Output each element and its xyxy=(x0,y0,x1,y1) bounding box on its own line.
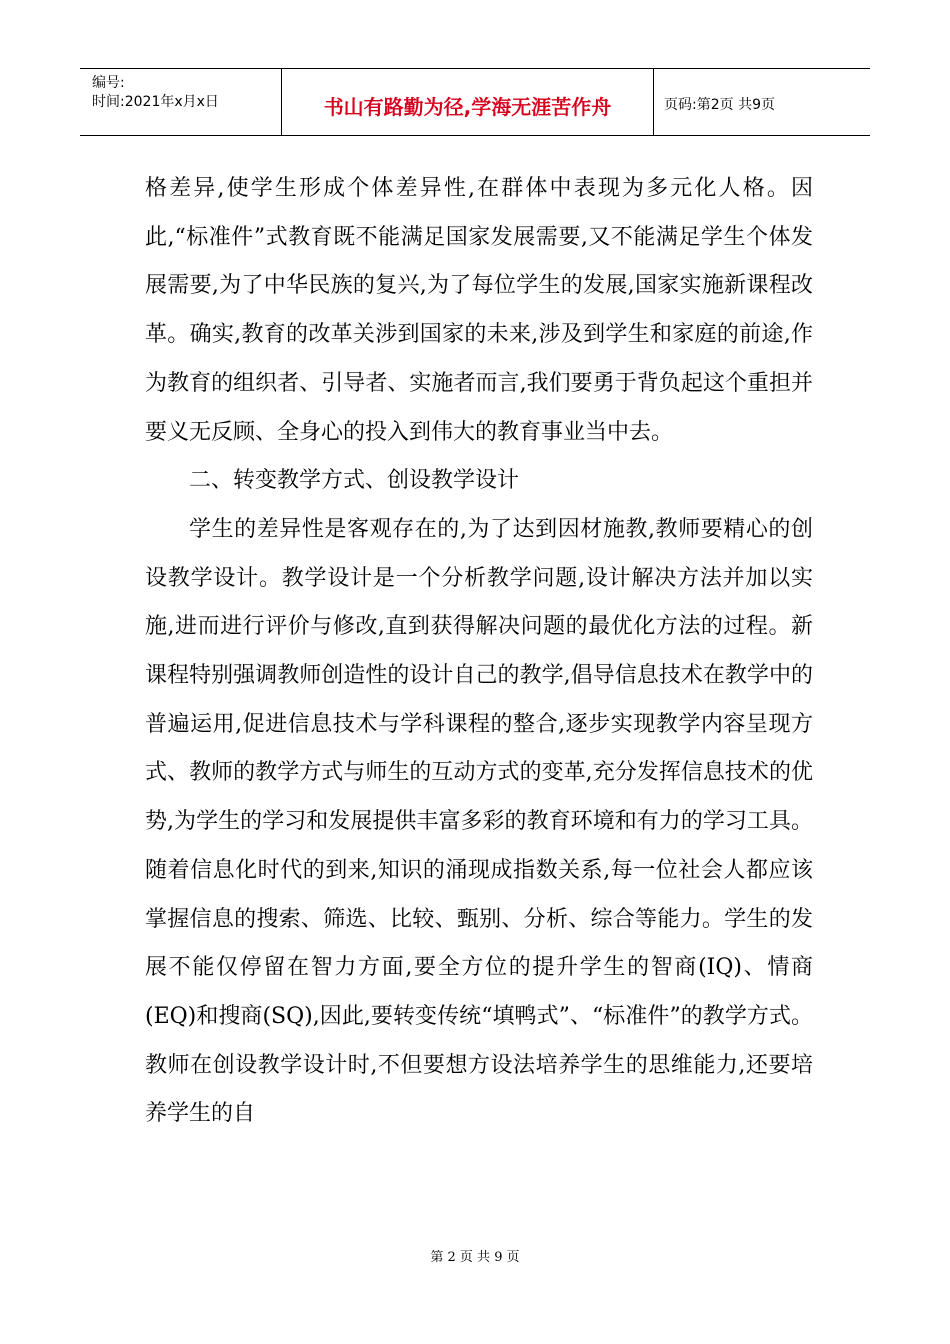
document-number-label: 编号: xyxy=(92,75,125,91)
page-footer: 第 2 页 共 9 页 xyxy=(430,1250,520,1265)
header-motto-cell xyxy=(282,69,654,135)
header-page-info: 页码:第2页 共9页 xyxy=(664,97,775,113)
body-paragraph: 格差异,使学生形成个体差异性,在群体中表现为多元化人格。因此,“标准件”式教育既不能满足国家发展需要,又不能满足学生个体发展需要,为了中华民族的复兴,为了每位学生的发展,国家实施新课程改革。确实,教育的改革关涉到国家的未来,涉及到学生和家庭的前途,作为教育的组织者、引导者、实施者而言,我们要勇于背负起这个重担并要义无反顾、全身心的投入到伟大的教育事业当中去。 xyxy=(145,176,813,445)
document-time-label: 时间:2021年x月x日 xyxy=(92,94,219,110)
header-meta xyxy=(80,69,282,135)
header-page-cell xyxy=(654,69,870,135)
body-paragraph: 学生的差异性是客观存在的,为了达到因材施教,教师要精心的创设教学设计。教学设计是一个分析教学问题,设计解决方法并加以实施,进而进行评价与修改,直到获得解决问题的最优化方法的过程。新课程特别强调教师创造性的设计自己的教学,倡导信息技术在教学中的普遍运用,促进信息技术与学科课程的整合,逐步实现教学内容呈现方式、教师的教学方式与师生的互动方式的变革,充分发挥信息技术的优势,为学生的学习和发展提供丰富多彩的教育环境和有力的学习工具。随着信息化时代的到来,知识的涌现成指数关系,每一位社会人都应该掌握信息的搜索、筛选、比较、甄别、分析、综合等能力。学生的发展不能仅停留在智力方面,要全方位的提升学生的智商(IQ)、情商(EQ)和搜商(SQ),因此,要转变传统“填鸭式”、“标准件”的教学方式。教师在创设教学设计时,不但要想方设法培养学生的思维能力,还要培养学生的自 xyxy=(145,516,813,1127)
page-header xyxy=(80,68,870,136)
header-motto: 书山有路勤为径,学海无涯苦作舟 xyxy=(323,95,612,119)
section-heading: 二、转变教学方式、创设教学设计 xyxy=(189,468,520,494)
document-body xyxy=(145,165,813,1139)
